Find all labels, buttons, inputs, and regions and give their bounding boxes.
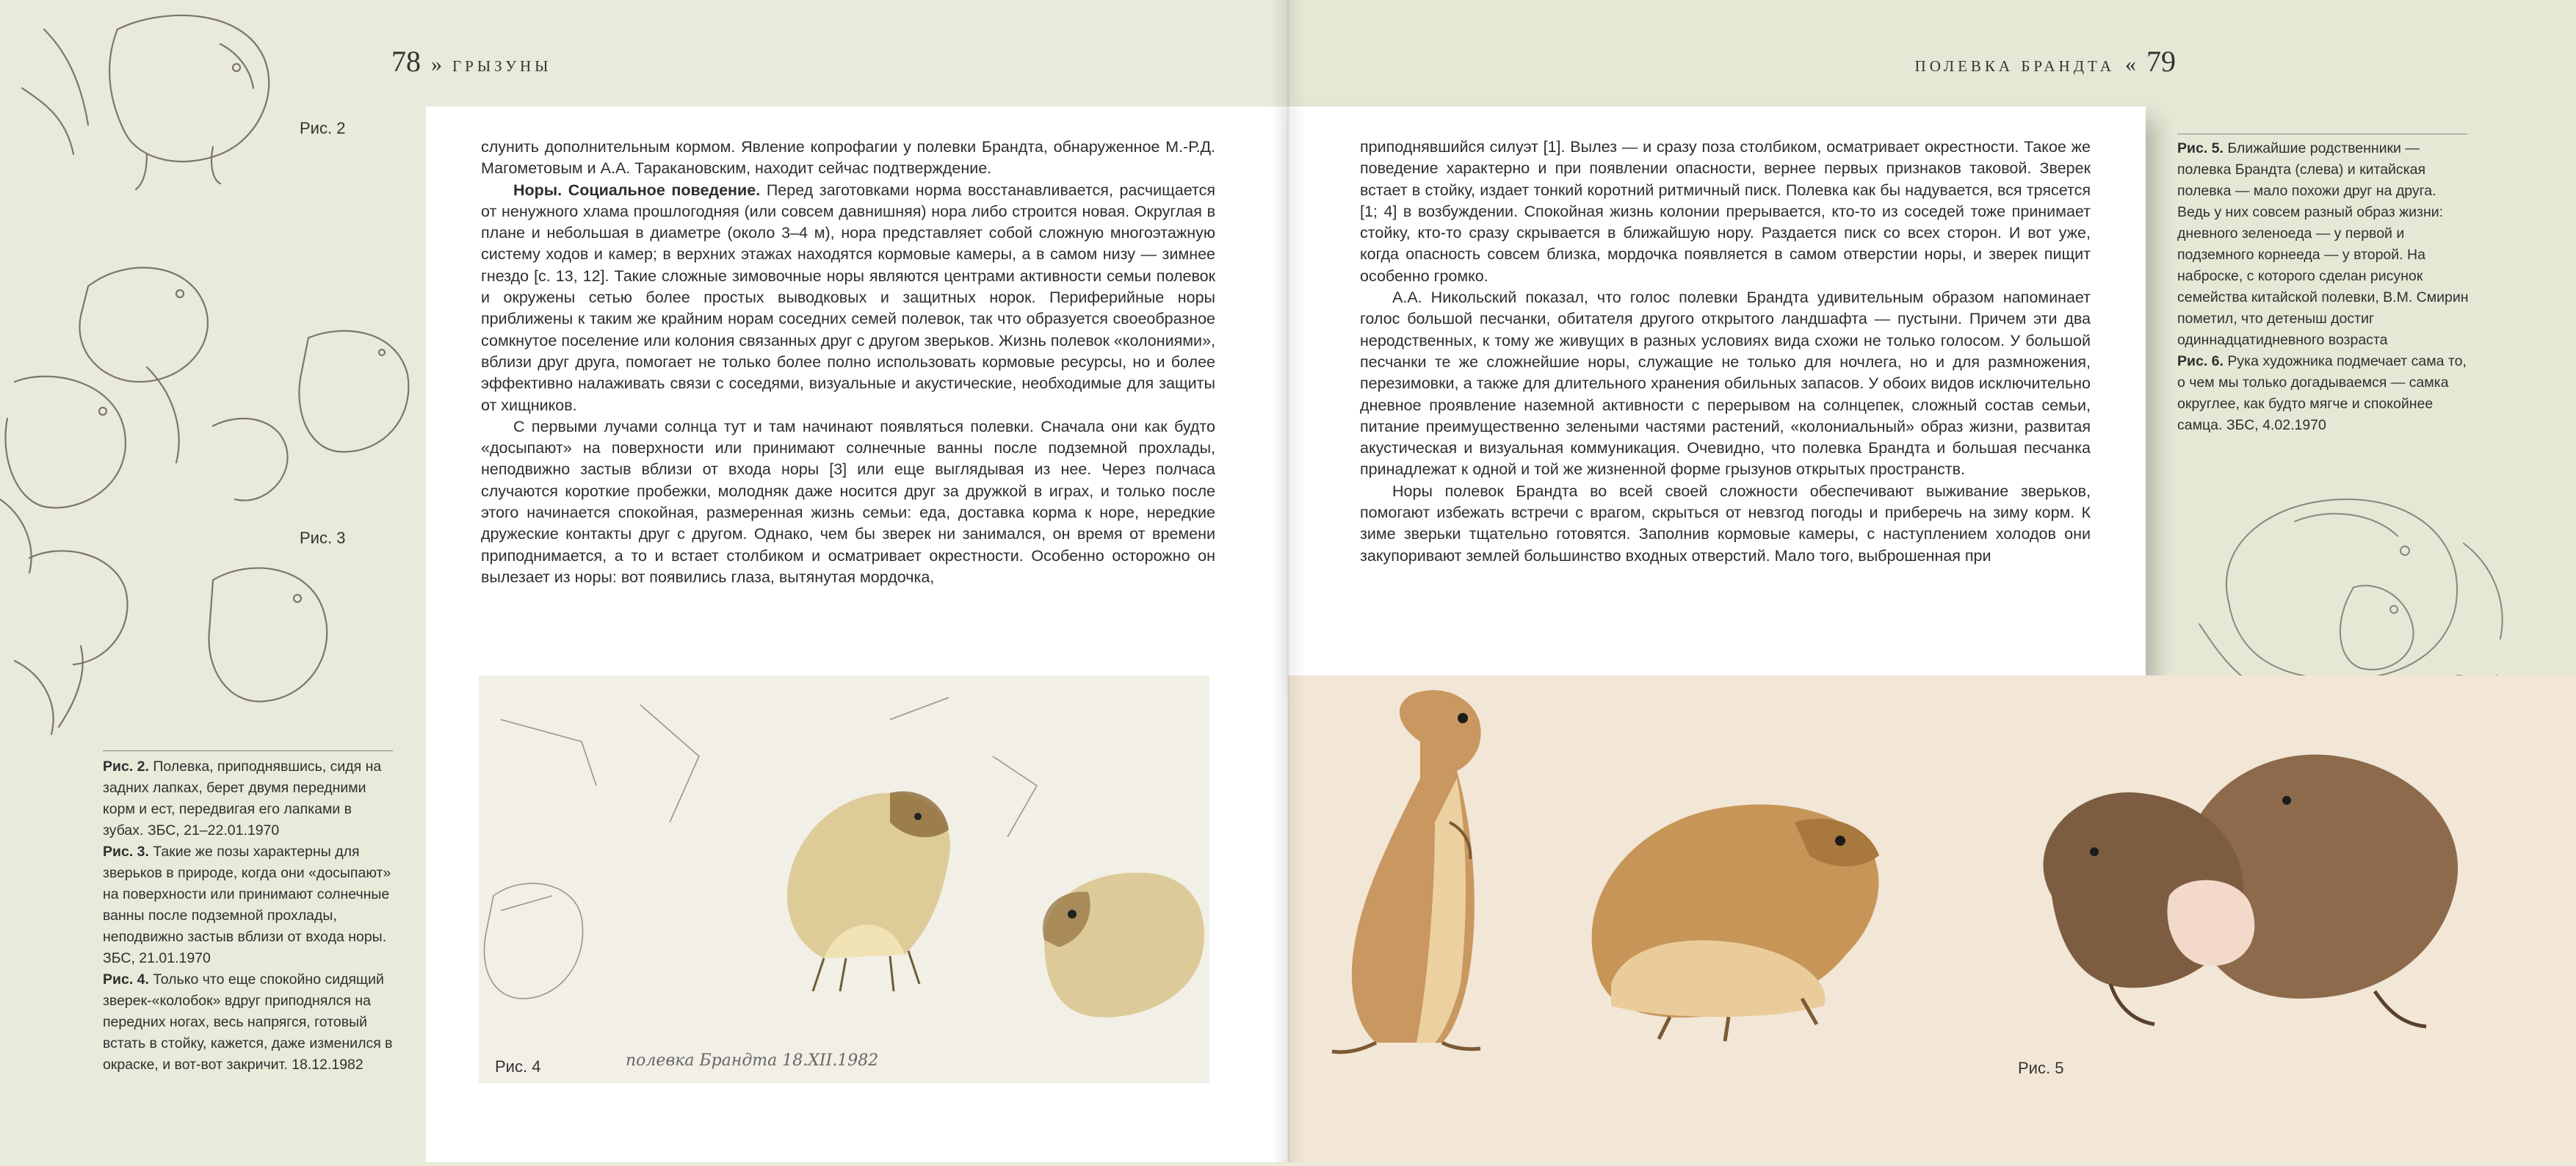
caption-fig5 [2177, 138, 2471, 351]
right-text-column [1360, 137, 2091, 567]
fig2-label: Рис. 2 [300, 119, 346, 137]
right-paragraph-2: А.А. Никольский показал, что голос полевки Брандта удивительным образом напоминает голос большой песчанки, обитателя другого открытого ландшафта — пустыни. Причем эти два неродственных, к тому же живущих в разных условиях вида схожи не только голосом. У большой песчанки те же сложнейшие норы, служащие не только для ночлега, но и для размножения, перезимовки, а также для длительного хранения обильных запасов. У обоих видов исключительно дневное проявление наземной активности с перерывом на солнцепек, сложный состав семьи, питание преимущественно зелеными частями растений, «колониальный» образ жизни, развитая акустическая и визуальная коммуникация. Очевидно, что полевка Брандта и большая песчанка принадлежат к одной и той же жизненной форме грызунов открытых пространств. [1360, 289, 2091, 479]
caption-label: Рис. 5. [2177, 140, 2224, 156]
right-captions [2177, 138, 2471, 436]
fig5-illustration [1288, 676, 2576, 1162]
fig4-label: Рис. 4 [495, 1057, 541, 1076]
caption-label: Рис. 6. [2177, 353, 2224, 369]
left-paragraph-2 [481, 180, 1215, 416]
book-gutter [1270, 0, 1306, 1162]
caption-fig6 [2177, 351, 2471, 436]
caption-text: Ближайшие родственники — полевка Брандта (слева) и китайская полевка — мало похожи друг на друга. Ведь у них совсем разный образ жизни: дневного зеленоеда — у первой и подземного корнееда — у второй. На наброске, с которого сделан рисунок семейства китайской полевки, В.М. Смирин пометил, что детеныш достиг одиннадцатидневного возраста [2177, 140, 2469, 348]
vole-colored-illustration-icon [1288, 676, 2576, 1162]
caption-text: Только что еще спокойно сидящий зверек-«колобок» вдруг приподнялся на передних ногах, весь напрягся, готовый встать в стойку, кажется, даже изменился в окраске, и вот-вот закричит. 18.12.1982 [103, 971, 393, 1073]
caption-label: Рис. 2. [103, 758, 149, 775]
right-section-title: ПОЛЕВКА БРАНДТА [1914, 57, 2115, 75]
caption-rule [103, 750, 393, 751]
right-paragraph-3: Норы полевок Брандта во всей своей сложности обеспечивают выживание зверьков, помогают избежать встречи с врагом, скрыться от невзгод погоды и приберечь на зиму корм. К зиме зверьки тщательно готовятся. Заполнив кормовые камеры, с наступлением холодов они закупоривают землей большинство входных отверстий. Мало того, выброшенная при [1360, 482, 2091, 565]
right-page-number: 79 [2146, 45, 2176, 78]
caption-fig2 [103, 756, 393, 841]
caption-label: Рис. 4. [103, 971, 149, 988]
caption-fig4 [103, 969, 393, 1076]
section-heading: Норы. Социальное поведение. [513, 181, 761, 199]
left-page-arrow: » [431, 52, 442, 76]
left-paragraph-1: слунить дополнительным кормом. Явление копрофагии у полевки Брандта, обнаруженное М.-Р.Д. Магометовым и А.А. Таракановским, находит сейчас подтверждение. [481, 138, 1215, 178]
left-captions [103, 756, 393, 1076]
caption-label: Рис. 3. [103, 844, 149, 860]
caption-fig3 [103, 841, 393, 969]
left-section-title: ГРЫЗУНЫ [452, 57, 552, 75]
caption-text: Такие же позы характерны для зверьков в природе, когда они «досыпают» на поверхности или принимают солнечные ванны после подземной прохлады, неподвижно застыв вблизи от входа норы. ЗБС, 21.01.1970 [103, 844, 391, 966]
left-page-number: 78 [391, 45, 421, 78]
right-running-head [1915, 44, 2176, 79]
left-text-column [481, 137, 1215, 588]
fig3-label: Рис. 3 [300, 529, 346, 547]
fig4-inscription: полевка Брандта 18.XII.1982 [626, 1051, 879, 1070]
fig5-label: Рис. 5 [2018, 1059, 2064, 1077]
left-paragraph-2-text: Перед заготовками норма восстанавливается, расчищается от ненужного хлама прошлогодняя (или совсем давнишняя) нора либо строится новая. Округлая в плане и небольшая в диаметре (около 3–4 м), нора представляет собой сложную многоэтажную систему ходов и камер; в верхних этажах находятся кормовые камеры, а в самом низу — зимнее гнездо [с. 13, 12]. Такие сложные зимовочные норы являются центрами активности семьи полевок и окружены сетью более простых выводковых и защитных норок. Периферийные норы приближены к таким же крайним норам соседних семей полевок, так что образуется своеобразное сомкнутое поселение или колония связанных друг с другом зверьков. Жизнь полевок «колониями», вблизи друг друга, помогает не только более полно использовать кормовые ресурсы, но и более эффективно налаживать связи с соседями, визуальные и акустические, необходимые для защиты от хищников. [481, 181, 1215, 414]
caption-text: Рука художника подмечает сама то, о чем мы только догадываемся — самка округлее, как будто мягче и спокойнее самца. ЗБС, 4.02.1970 [2177, 353, 2467, 433]
left-paragraph-3: С первыми лучами солнца тут и там начинают появляться полевки. Сначала они как будто «досыпают» на поверхности или принимают солнечные ванны после подземной прохлады, неподвижно застыв вблизи от входа норы [3] или еще выглядывая из нее. Через полчаса случаются короткие пробежки, молодняк даже носится друг за дружкой в играх, и только после этого начинается спокойная, размеренная жизнь семьи: еда, доставка корма к норе, нередкие дружеские контакты друг с другом. Однако, чем бы зверек ни занимался, он время от времени приподнимается, а то и встает столбиком и осматривает окрестности. Особенно осторожно он вылезает из норы: вот появились глаза, вытянутая мордочка, [481, 417, 1215, 586]
vole-watercolor-sketch-icon [479, 676, 1209, 1083]
right-page-arrow: « [2125, 52, 2136, 76]
vole-pencil-sketches-icon [0, 0, 426, 749]
vole-pencil-sketch-icon [2185, 455, 2522, 698]
caption-text: Полевка, приподнявшись, сидя на задних лапках, берет двумя передними корм и ест, передвигая его лапками в зубах. ЗБС, 21–22.01.1970 [103, 758, 382, 839]
right-paragraph-1: приподнявшийся силуэт [1]. Вылез — и сразу поза столбиком, осматривает окрестности. Такое же поведение характерно и при появлении опасности, вернее первых признаков таковой. Зверек встает в стойку, издает тонкий коротний ритмичный писк. Полевка как бы надувается, вся трясется [1; 4] в возбуждении. Спокойная жизнь колонии прерывается, кто-то из соседей тоже принимает стойку, кто-то сразу скрывается в ближайшую нору. Раздается писк со всех сторон. И вот уже, когда опасность совсем близка, мордочка появляется в самом отверстии норы, и зверек пищит особенно громко. [1360, 138, 2091, 285]
fig4-illustration [479, 676, 1209, 1083]
